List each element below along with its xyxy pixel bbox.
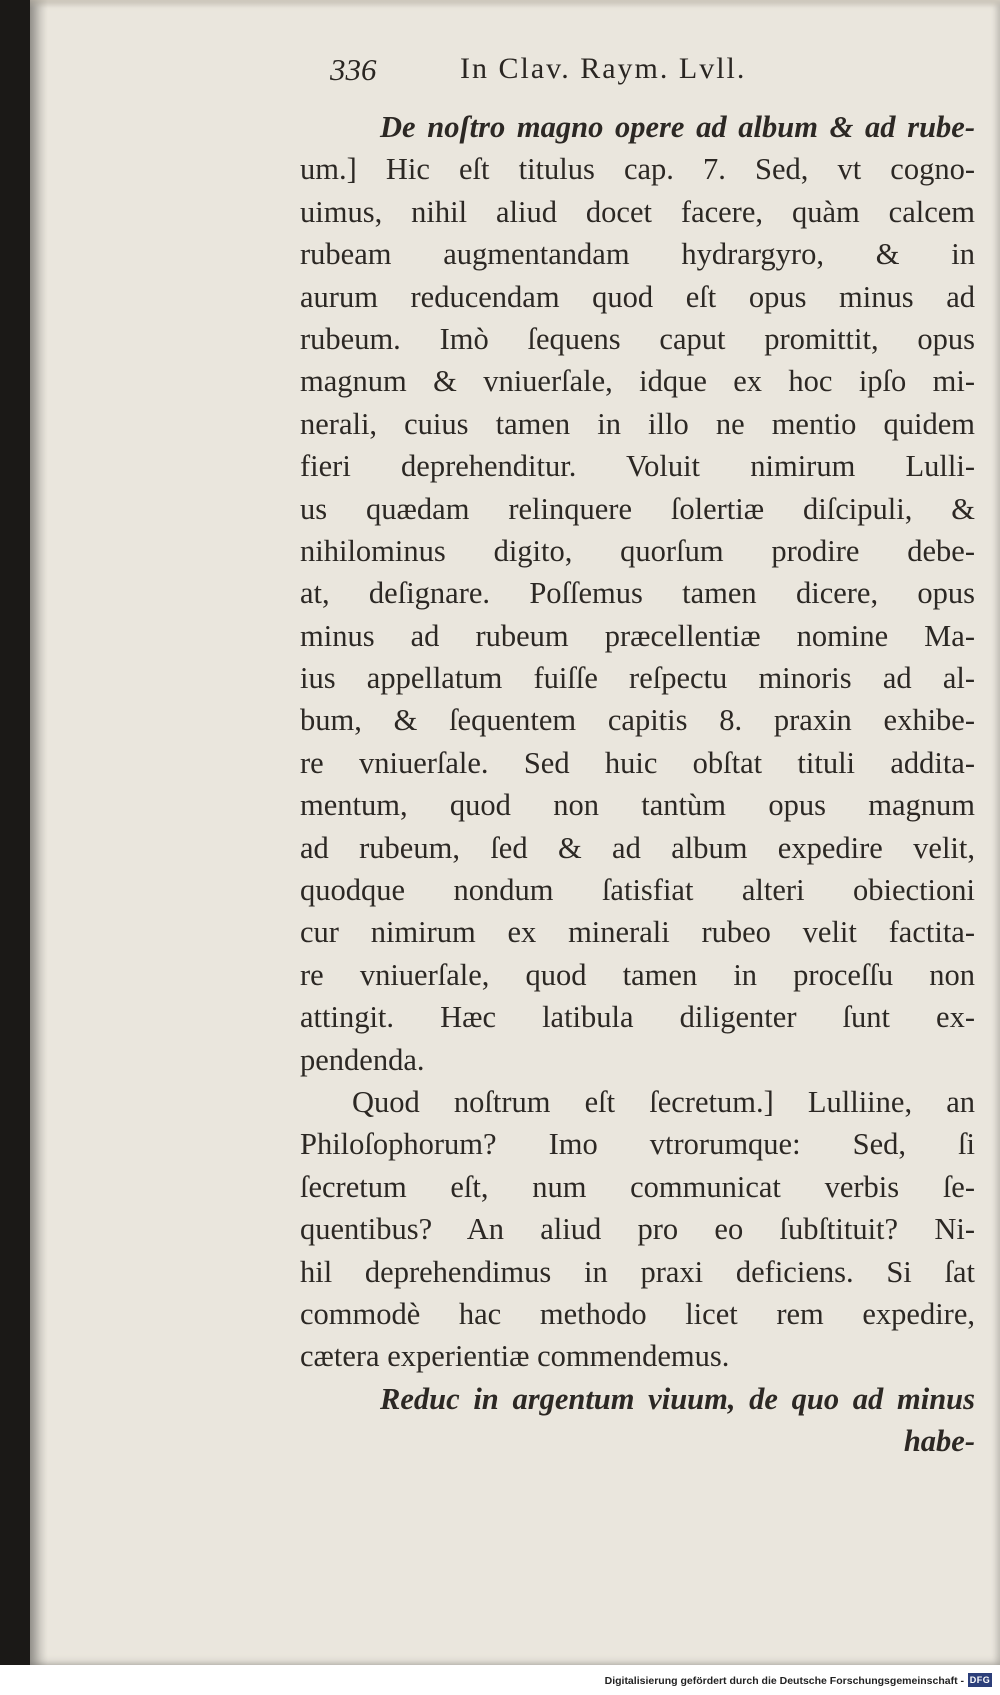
page-number: 336	[330, 52, 377, 87]
text-line: fieri deprehenditur. Voluit nimirum Lulli-	[300, 449, 975, 484]
text-line: re vniuerſale. Sed huic obſtat tituli addita-	[300, 745, 975, 780]
text-line: attingit. Hæc latibula diligenter ſunt ex-	[300, 1000, 975, 1035]
page-header	[330, 52, 920, 92]
text-line: De noſtro magno opere ad album & ad rube-	[380, 110, 975, 144]
text-line: magnum & vniuerſale, idque ex hoc ipſo mi-	[300, 364, 975, 399]
page-gutter-shadow	[30, 0, 48, 1665]
text-line: rubeum. Imò ſequens caput promittit, opus	[300, 321, 975, 356]
text-line: re vniuerſale, quod tamen in proceſſu non	[300, 957, 975, 992]
text-line: Philoſophorum? Imo vtrorumque: Sed, ſi	[300, 1127, 975, 1162]
running-title: In Clav. Raym. Lvll.	[460, 52, 747, 85]
dfg-logo: DFG	[969, 1675, 991, 1685]
text-line: quodque nondum ſatisfiat alteri obiectioni	[300, 873, 975, 908]
page-edge	[30, 0, 1000, 8]
text-line: ad rubeum, ſed & ad album expedire velit,	[300, 830, 975, 865]
text-line: aurum reducendam quod eſt opus minus ad	[300, 279, 975, 314]
body-text	[300, 106, 975, 1463]
text-line: mentum, quod non tantùm opus magnum	[300, 788, 975, 823]
text-line: ſecretum eſt, num communicat verbis ſe-	[300, 1169, 975, 1204]
text-line: um.] Hic eſt titulus cap. 7. Sed, vt cogno-	[300, 152, 975, 187]
text-line: us quædam relinquere ſolertiæ diſcipuli, &	[300, 491, 975, 526]
text-line: quentibus? An aliud pro eo ſubſtituit? Ni-	[300, 1212, 975, 1247]
text-line: nerali, cuius tamen in illo ne mentio quidem	[300, 406, 975, 441]
text-line: uimus, nihil aliud docet facere, quàm calcem	[300, 194, 975, 229]
text-line: at, deſignare. Poſſemus tamen dicere, opus	[300, 576, 975, 611]
text-line: rubeam augmentandam hydrargyro, & in	[300, 237, 975, 272]
funding-note: Digitalisierung gefördert durch die Deutsche Forschungsgemeinschaft -	[604, 1675, 964, 1687]
text-line: commodè hac methodo licet rem expedire,	[300, 1296, 975, 1331]
catchword: habe-	[903, 1424, 975, 1459]
text-line: cætera experientiæ commendemus.	[300, 1339, 730, 1374]
text-line: cur nimirum ex minerali rubeo velit factita-	[300, 915, 975, 950]
text-line: nihilominus digito, quorſum prodire debe-	[300, 533, 975, 568]
text-line: hil deprehendimus in praxi deficiens. Si ſat	[300, 1254, 975, 1289]
text-line: Quod noſtrum eſt ſecretum.] Lulliine, an	[352, 1084, 975, 1119]
text-line: ius appellatum fuiſſe reſpectu minoris ad al-	[300, 661, 975, 696]
text-line: pendenda.	[300, 1042, 425, 1077]
text-line: minus ad rubeum præcellentiæ nomine Ma-	[300, 618, 975, 653]
text-line: Reduc in argentum viuum, de quo ad minus	[380, 1381, 975, 1416]
text-line: bum, & ſequentem capitis 8. praxin exhibe-	[300, 703, 975, 738]
